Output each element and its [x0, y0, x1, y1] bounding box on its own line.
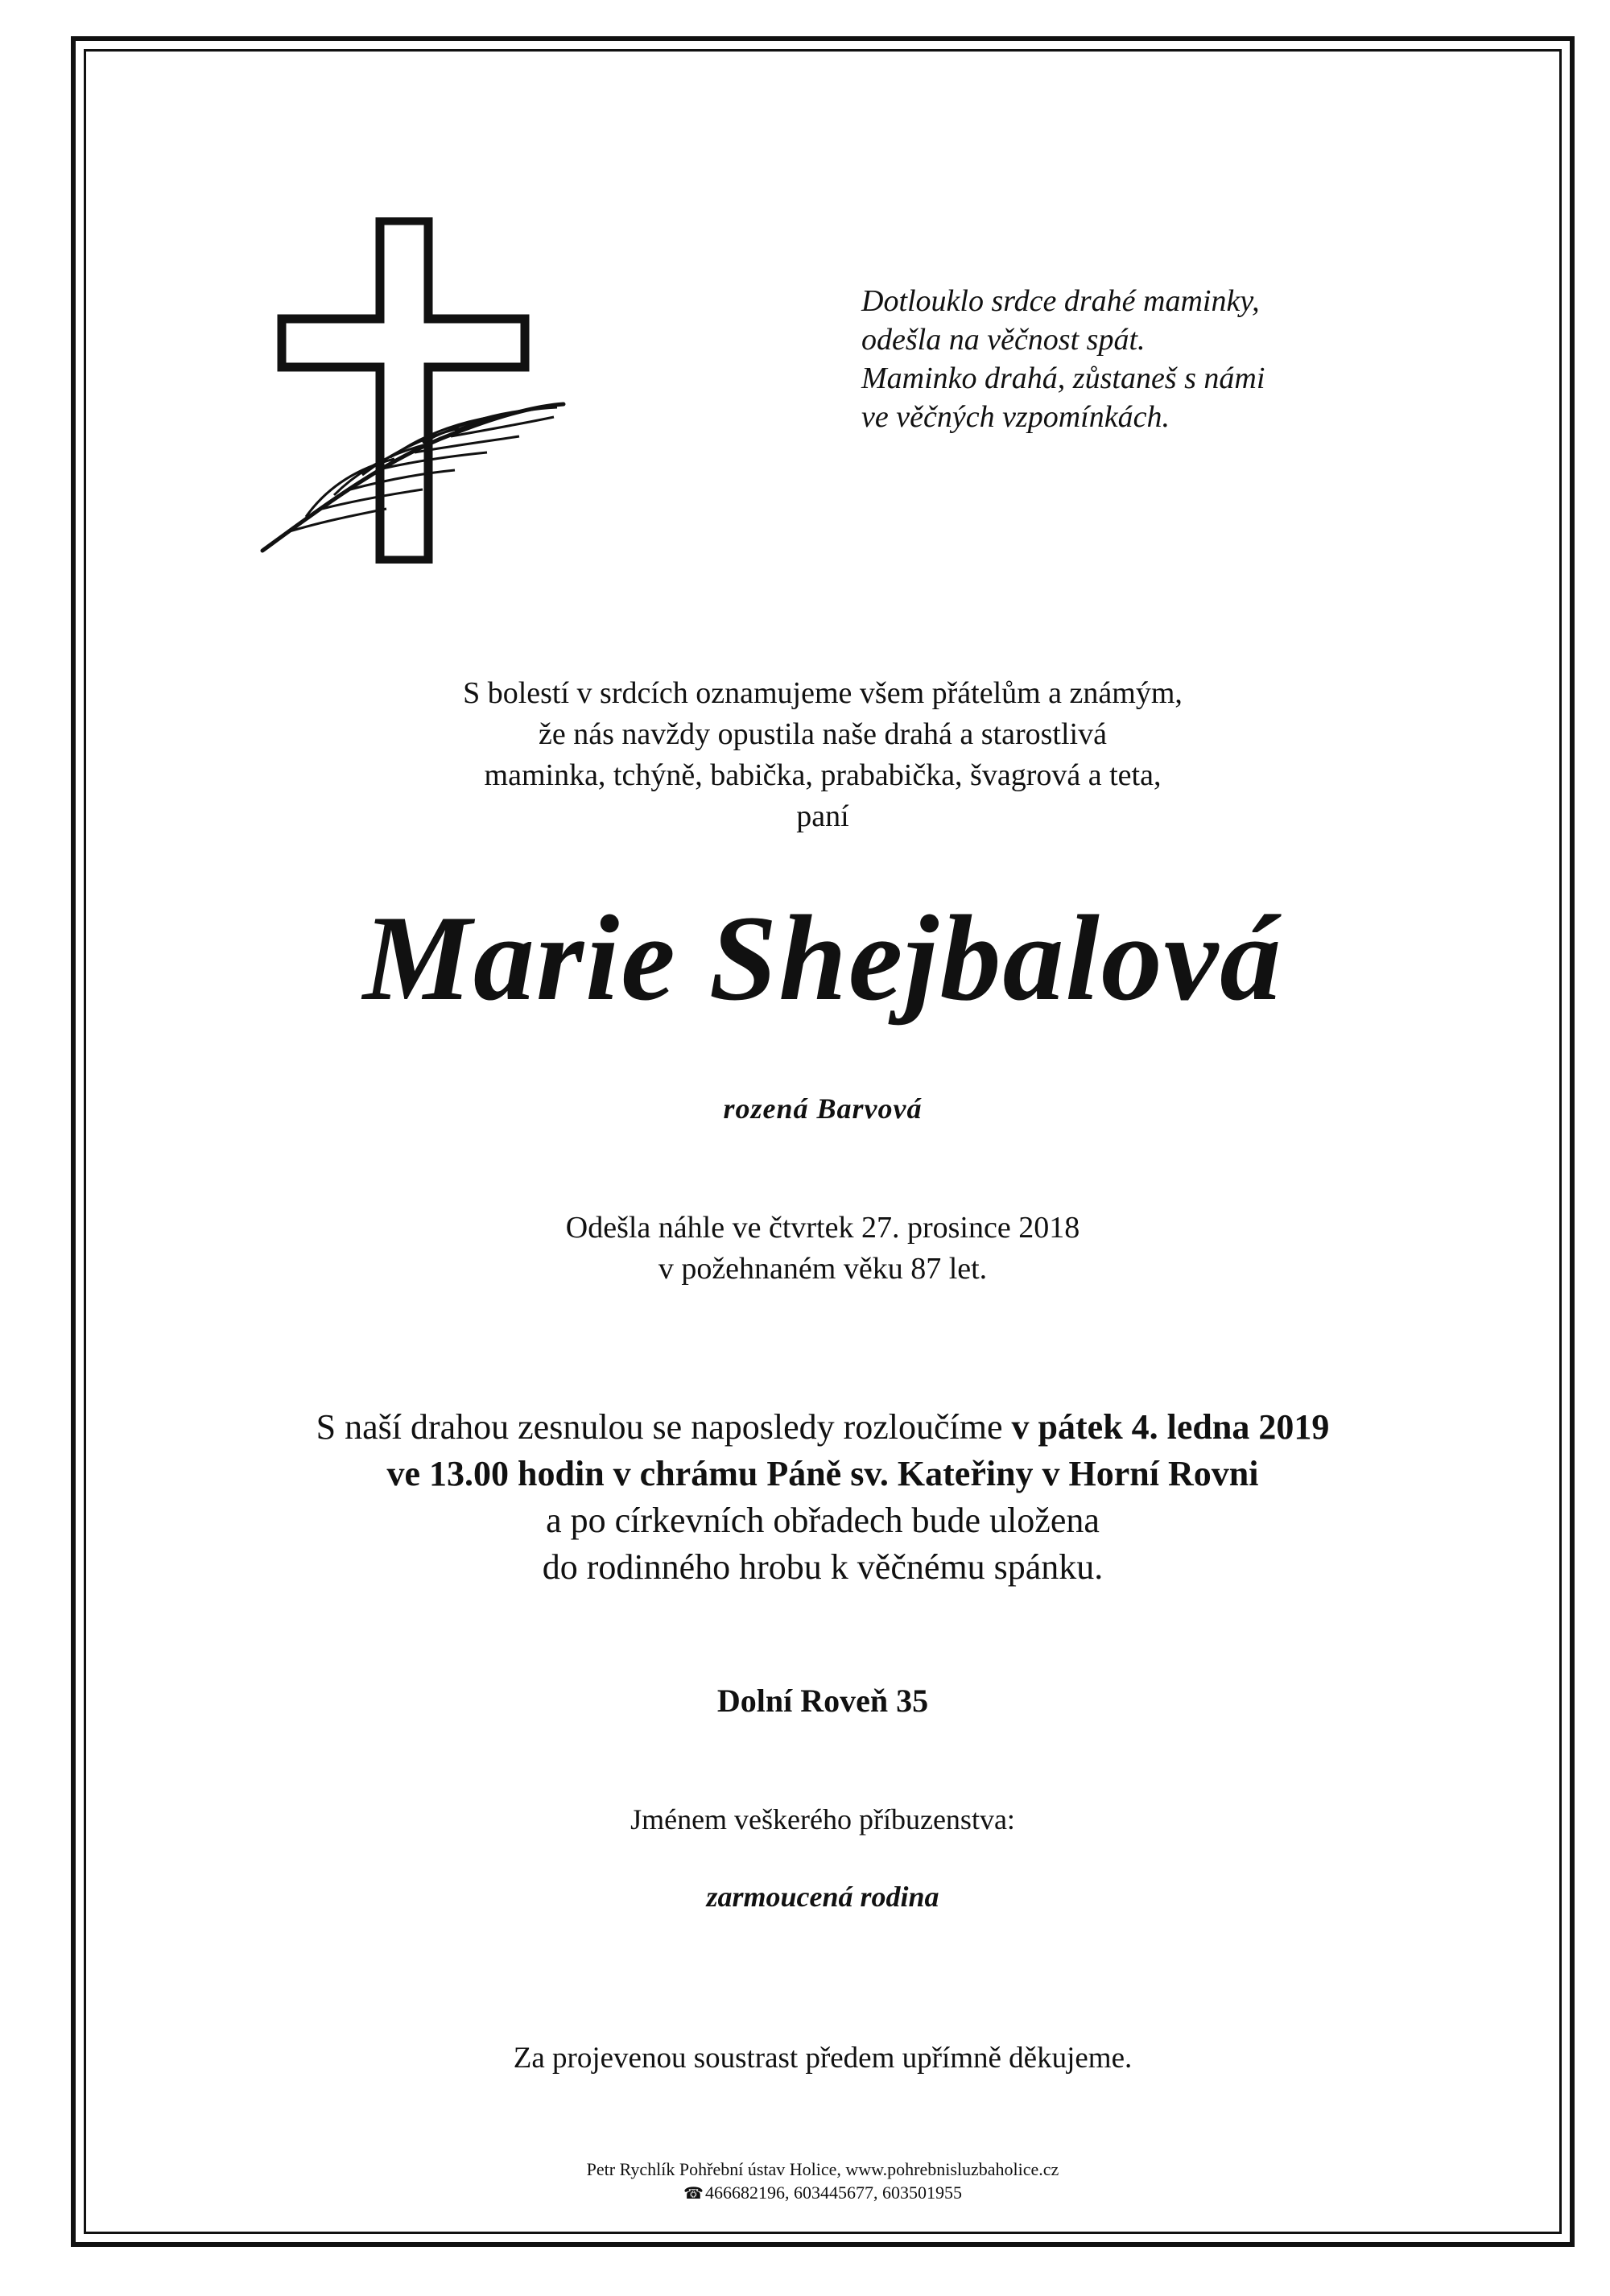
poem-line: ve věčných vzpomínkách.	[861, 400, 1170, 434]
maiden-name: rozená Barvová	[723, 1092, 923, 1125]
announcement-line: paní	[796, 799, 849, 833]
funeral-date: v pátek 4. ledna 2019	[1011, 1407, 1330, 1447]
footer-phones-line	[97, 2181, 1549, 2206]
death-info	[97, 1208, 1549, 1290]
poem-line: Maminko drahá, zůstaneš s námi	[861, 361, 1265, 395]
funeral-line-2	[97, 1451, 1549, 1497]
poem-line: Dotlouklo srdce drahé maminky,	[861, 284, 1260, 318]
funeral-line-3: a po církevních obřadech bude uložena	[546, 1501, 1100, 1540]
memorial-poem	[861, 282, 1425, 436]
phone-icon: ☎	[683, 2185, 704, 2203]
announcement-line: že nás navždy opustila naše drahá a starostlivá	[539, 717, 1107, 751]
deceased-name: Marie Shejbalová	[362, 890, 1283, 1026]
footer-phones: 466682196, 603445677, 603501955	[704, 2182, 962, 2203]
funeral-service-footer	[97, 2158, 1549, 2206]
funeral-line-4: do rodinného hrobu k věčnému spánku.	[542, 1547, 1104, 1587]
announcement-line: maminka, tchýně, babička, prababička, švagrová a teta,	[484, 758, 1162, 792]
funeral-intro: S naší drahou zesnulou se naposledy rozloučíme	[316, 1407, 1012, 1447]
announcement-text	[97, 673, 1549, 837]
cross-with-palm-icon	[258, 217, 580, 564]
relatives-intro: Jménem veškerého příbuzenstva:	[630, 1803, 1015, 1836]
footer-company: Petr Rychlík Pohřební ústav Holice, www.pohrebnisluzbaholice.cz	[586, 2159, 1059, 2179]
death-line: v požehnaném věku 87 let.	[658, 1252, 988, 1286]
funeral-time-place: ve 13.00 hodin v chrámu Páně sv. Kateřiny v Horní Rovni	[386, 1454, 1259, 1493]
signature: zarmoucená rodina	[706, 1881, 939, 1913]
thanks-text: Za projevenou soustrast předem upřímně děkujeme.	[513, 2042, 1133, 2075]
funeral-info	[97, 1404, 1549, 1591]
death-line: Odešla náhle ve čtvrtek 27. prosince 2018	[565, 1211, 1080, 1245]
announcement-line: S bolestí v srdcích oznamujeme všem přátelům a známým,	[463, 676, 1183, 710]
funeral-line-1	[97, 1404, 1549, 1451]
family-address: Dolní Roveň 35	[716, 1683, 929, 1719]
poem-line: odešla na věčnost spát.	[861, 323, 1146, 357]
